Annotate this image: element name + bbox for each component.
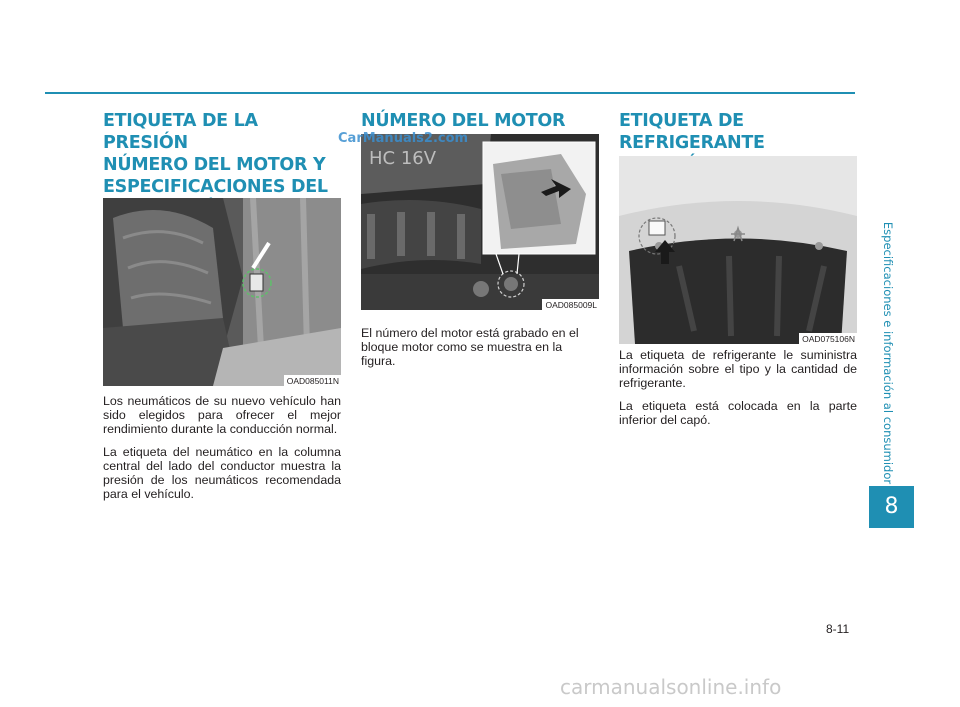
tire-label-illustration bbox=[103, 198, 341, 386]
chapter-tab: 8 bbox=[869, 486, 914, 528]
refrigerant-label-illustration bbox=[619, 156, 857, 344]
section-tire-pressure bbox=[103, 110, 341, 502]
image-code: OAD085011N bbox=[284, 375, 341, 386]
paragraph: La etiqueta está colocada en la parte inferior del capó. bbox=[619, 398, 857, 427]
title-line: ETIQUETA DE REFRIGERANTE bbox=[619, 111, 765, 153]
image-code: OAD085009L bbox=[542, 299, 599, 310]
watermark: CarManuals2.com bbox=[338, 131, 469, 146]
paragraph: Los neumáticos de su nuevo vehículo han sido elegidos para ofrecer el mejor rendimiento durante la conducción normal. bbox=[103, 394, 341, 437]
title-line: NÚMERO DEL MOTOR Y bbox=[103, 155, 326, 175]
chapter-side-label bbox=[878, 221, 898, 485]
section-body bbox=[361, 326, 599, 377]
page-number: 8-11 bbox=[826, 622, 850, 636]
paragraph: La etiqueta de refrigerante le suministra información sobre el tipo y la cantidad de refrigerante. bbox=[619, 348, 857, 391]
section-refrigerant-label bbox=[619, 110, 857, 427]
side-text: Especificaciones e información al consumidor bbox=[881, 221, 895, 485]
footer-watermark: carmanualsonline.info bbox=[560, 675, 782, 699]
engine-cover-label: HC 16V bbox=[369, 148, 437, 169]
section-body bbox=[619, 348, 857, 435]
section-body bbox=[103, 394, 341, 509]
section-title bbox=[361, 110, 599, 132]
paragraph: La etiqueta del neumático en la columna central del lado del conductor muestra la presión de los neumáticos recomendada para el vehículo. bbox=[103, 444, 341, 502]
title-line: NÚMERO DEL MOTOR bbox=[361, 111, 566, 131]
title-line: ESPECIFICACIONES DEL bbox=[103, 177, 328, 197]
image-code: OAD075106N bbox=[799, 333, 857, 344]
engine-number-illustration bbox=[361, 134, 599, 310]
title-line: ETIQUETA DE LA PRESIÓN bbox=[103, 111, 258, 153]
header-rule bbox=[45, 92, 855, 94]
paragraph: El número del motor está grabado en el bloque motor como se muestra en la figura. bbox=[361, 326, 579, 369]
